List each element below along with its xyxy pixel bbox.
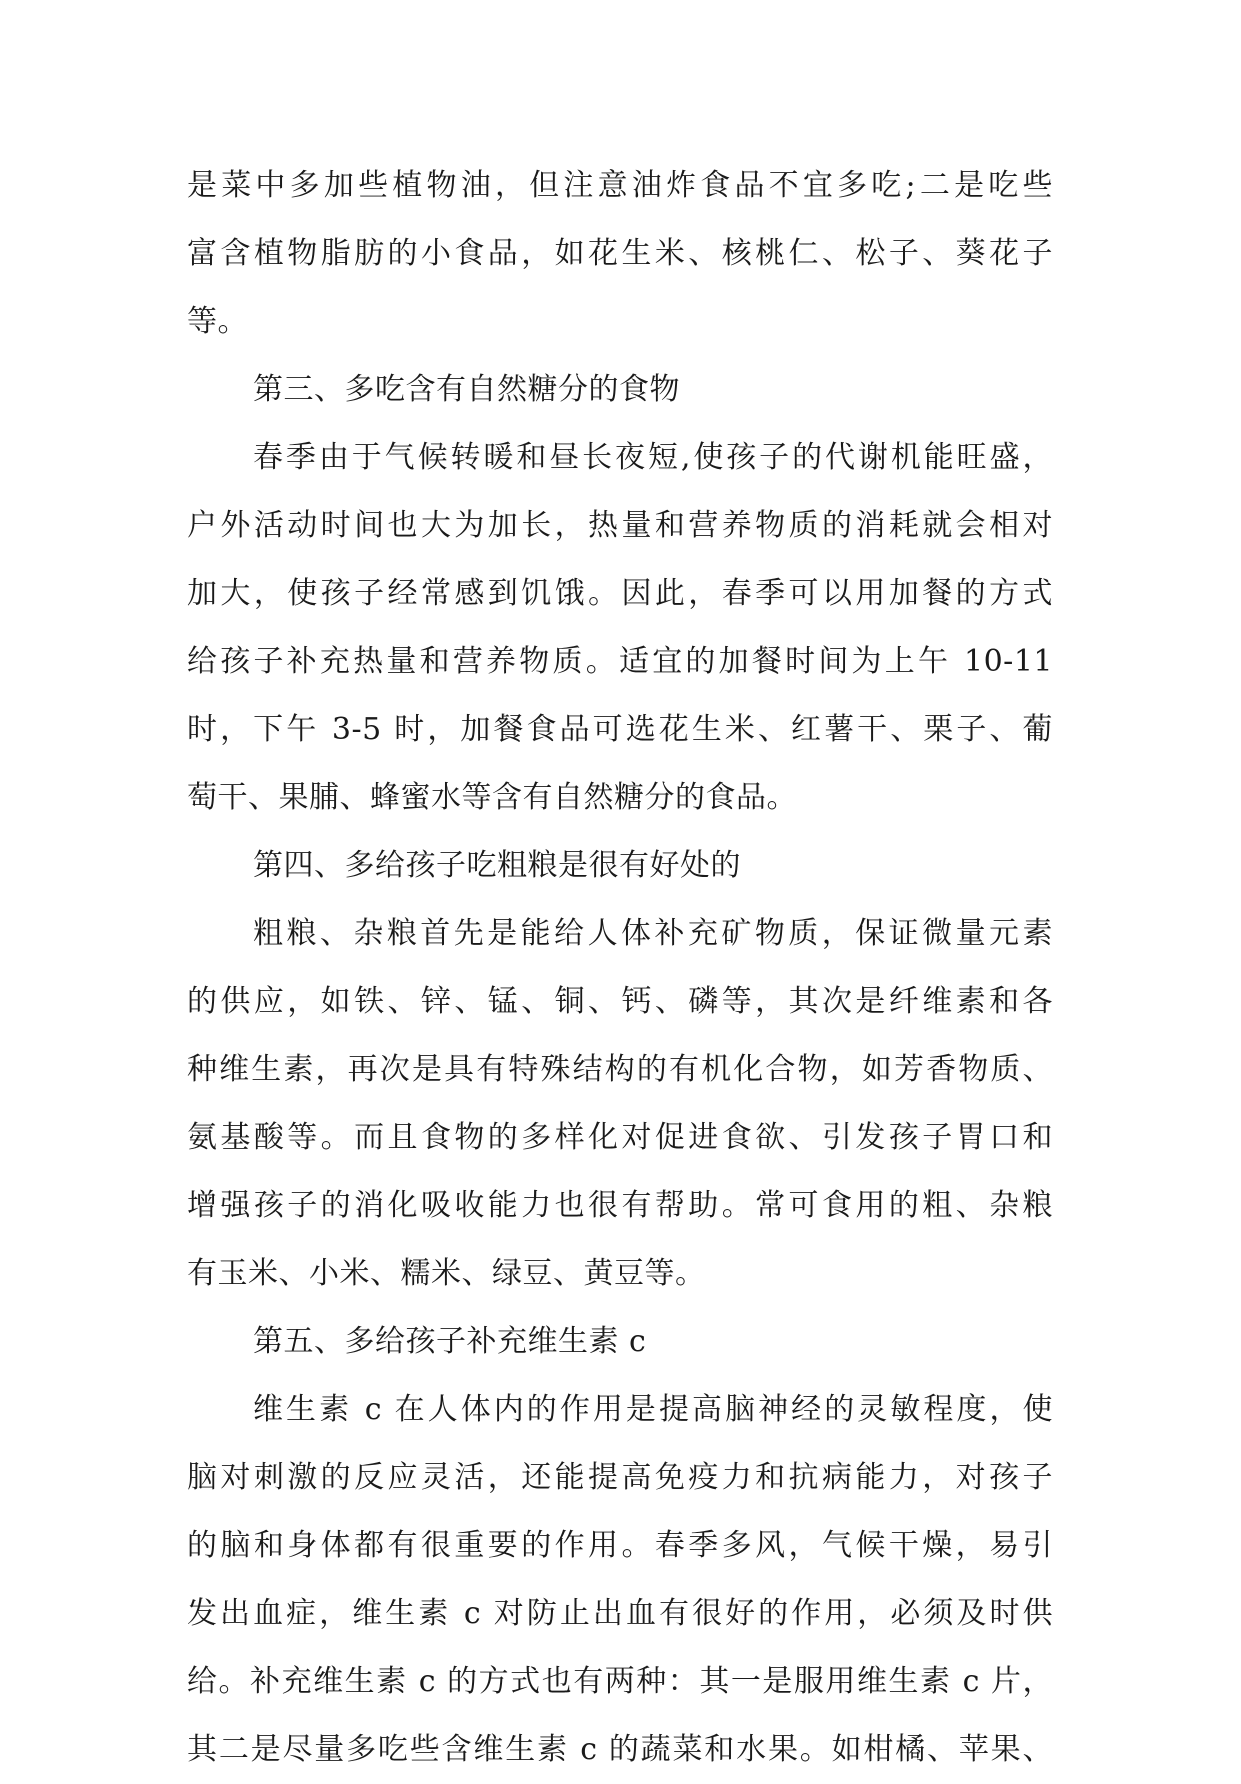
paragraph-line: 等。 — [187, 304, 248, 339]
document-page — [187, 152, 1053, 1784]
paragraph-line: 的供应，如铁、锌、锰、铜、钙、磷等，其次是纤维素和各 — [187, 984, 1053, 1019]
paragraph-line: 的脑和身体都有很重要的作用。春季多风，气候干燥，易引 — [187, 1528, 1053, 1563]
section-heading: 第四、多给孩子吃粗粮是很有好处的 — [253, 848, 741, 883]
paragraph-line: 发出血症，维生素 c 对防止出血有很好的作用，必须及时供 — [187, 1596, 1053, 1631]
paragraph-line: 萄干、果脯、蜂蜜水等含有自然糖分的食品。 — [187, 780, 797, 815]
paragraph-line: 加大，使孩子经常感到饥饿。因此，春季可以用加餐的方式 — [187, 576, 1053, 611]
paragraph-line: 富含植物脂肪的小食品，如花生米、核桃仁、松子、葵花子 — [187, 236, 1053, 271]
paragraph-line: 春季由于气候转暖和昼长夜短,使孩子的代谢机能旺盛， — [253, 440, 1053, 475]
section-heading: 第五、多给孩子补充维生素 c — [253, 1324, 647, 1359]
paragraph-line: 给孩子补充热量和营养物质。适宜的加餐时间为上午 10-11 — [187, 644, 1053, 679]
section-heading: 第三、多吃含有自然糖分的食物 — [253, 372, 680, 407]
paragraph-line: 维生素 c 在人体内的作用是提高脑神经的灵敏程度，使 — [253, 1392, 1053, 1427]
paragraph-line: 时，下午 3-5 时，加餐食品可选花生米、红薯干、栗子、葡 — [187, 712, 1053, 747]
paragraph-line: 粗粮、杂粮首先是能给人体补充矿物质，保证微量元素 — [253, 916, 1053, 951]
paragraph-line: 氨基酸等。而且食物的多样化对促进食欲、引发孩子胃口和 — [187, 1120, 1053, 1155]
paragraph-line: 增强孩子的消化吸收能力也很有帮助。常可食用的粗、杂粮 — [187, 1188, 1053, 1223]
paragraph-line: 户外活动时间也大为加长，热量和营养物质的消耗就会相对 — [187, 508, 1053, 543]
paragraph-line: 其二是尽量多吃些含维生素 c 的蔬菜和水果。如柑橘、苹果、 — [187, 1732, 1053, 1767]
paragraph-line: 脑对刺激的反应灵活，还能提高免疫力和抗病能力，对孩子 — [187, 1460, 1053, 1495]
paragraph-line: 种维生素，再次是具有特殊结构的有机化合物，如芳香物质、 — [187, 1052, 1053, 1087]
paragraph-line: 给。补充维生素 c 的方式也有两种：其一是服用维生素 c 片， — [187, 1664, 1053, 1699]
paragraph-line: 有玉米、小米、糯米、绿豆、黄豆等。 — [187, 1256, 706, 1291]
paragraph-line: 是菜中多加些植物油，但注意油炸食品不宜多吃;二是吃些 — [187, 168, 1053, 203]
